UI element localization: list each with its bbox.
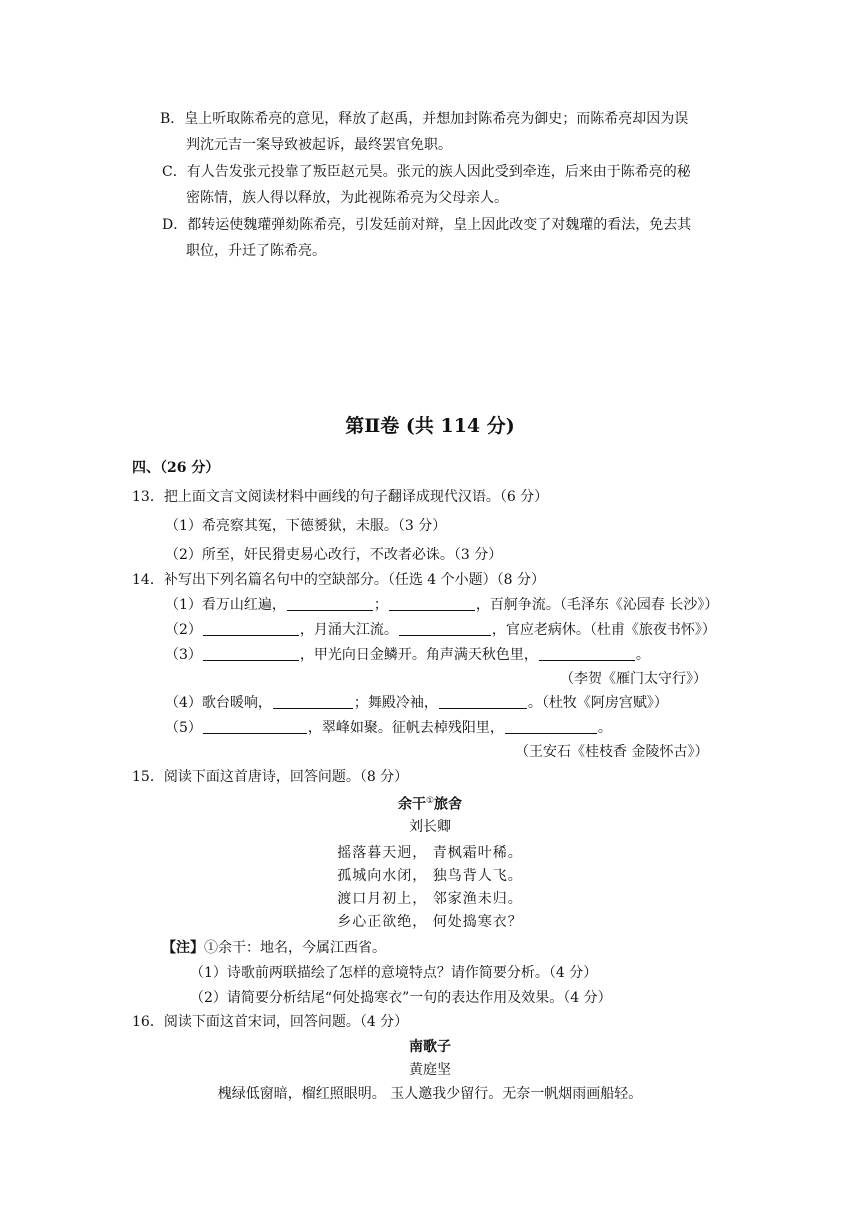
question-14-item-1 <box>165 595 718 615</box>
poem-title-text: 余干 <box>397 796 426 813</box>
poem-title-text-2: 旅舍 <box>434 796 463 813</box>
item-2-text-c: ，官应老病休。（杜甫《旅夜书怀》） <box>491 622 716 638</box>
question-13-sentence-2: （2）所至，奸民猾吏易心改行，不改者必诛。（3 分） <box>165 547 503 563</box>
note-text: ①余干：地名，今属江西省。 <box>204 940 386 956</box>
item-3-text-b: ，甲光向日金鳞开。角声满天秋色里， <box>299 647 538 663</box>
answer-blank[interactable] <box>203 621 299 636</box>
item-5-text-a: （5） <box>165 720 202 736</box>
answer-blank[interactable] <box>287 596 373 611</box>
poem-line-3: 渡口月初上， 邻家渔未归。 <box>337 891 523 907</box>
question-14-item-5 <box>165 718 612 738</box>
question-14-item-4 <box>165 693 668 713</box>
poem-author: 刘长卿 <box>409 819 451 835</box>
question-13-stem: 13．把上面文言文阅读材料中画线的句子翻译成现代汉语。（6 分） <box>132 489 549 505</box>
ci-line-1: 槐绿低窗暗，榴红照眼明。 玉人邀我少留行。无奈一帆烟雨画船轻。 <box>217 1086 643 1102</box>
answer-blank[interactable] <box>203 646 299 661</box>
poem-note <box>162 938 386 958</box>
ci-author: 黄庭坚 <box>409 1062 451 1078</box>
footnote-marker: ① <box>425 796 435 806</box>
item-5-text-b: ，翠峰如聚。征帆去棹残阳里， <box>307 720 504 736</box>
question-14-stem: 14．补写出下列名篇名句中的空缺部分。（任选 4 个小题）（8 分） <box>132 572 545 588</box>
question-15-sub-2: （2）请简要分析结尾“何处捣寒衣”一句的表达作用及效果。（4 分） <box>190 990 612 1006</box>
item-4-text-c: 。（杜牧《阿房宫赋》） <box>527 695 668 711</box>
item-5-text-c: 。 <box>597 720 612 736</box>
question-14-item-5-source: （王安石《桂枝香 金陵怀古》） <box>515 744 709 760</box>
answer-blank[interactable] <box>203 719 307 734</box>
poem-line-4: 乡心正欲绝， 何处捣寒衣？ <box>337 914 523 930</box>
question-14-item-3-source: （李贺《雁门太守行》） <box>560 671 707 687</box>
note-label: 【注】 <box>162 940 204 956</box>
poem-line-2: 孤城向水闭， 独鸟背人飞。 <box>337 868 523 884</box>
ci-title: 南歌子 <box>409 1039 451 1055</box>
poem-line-1: 摇落暮天迥， 青枫霜叶稀。 <box>337 845 523 861</box>
question-14-item-2 <box>165 620 716 640</box>
question-15-sub-1: （1）诗歌前两联描绘了怎样的意境特点？请作简要分析。（4 分） <box>190 965 598 981</box>
item-3-text-c: 。 <box>635 647 650 663</box>
item-2-text-a: （2） <box>165 622 202 638</box>
option-b-line2: 判沈元吉一案导致被起诉，最终罢官免职。 <box>186 137 452 153</box>
question-15-stem: 15．阅读下面这首唐诗，回答问题。（8 分） <box>132 769 409 785</box>
option-d-line2: 职位，升迁了陈希亮。 <box>186 243 326 259</box>
item-4-text-b: ；舞殿冷袖， <box>353 695 438 711</box>
item-4-text-a: （4）歌台暖响， <box>165 695 272 711</box>
item-2-text-b: ，月涌大江流。 <box>299 622 398 638</box>
item-1-text-b: ； <box>373 597 388 613</box>
item-1-text-a: （1）看万山红遍， <box>165 597 286 613</box>
poem-title <box>0 791 860 815</box>
answer-blank[interactable] <box>389 596 475 611</box>
answer-blank[interactable] <box>539 646 635 661</box>
item-3-text-a: （3） <box>165 647 202 663</box>
question-13-sentence-1: （1）希亮察其冤，下德赟狱，未服。（3 分） <box>165 518 447 534</box>
option-c-line1: C．有人告发张元投靠了叛臣赵元昊。张元的族人因此受到牵连，后来由于陈希亮的秘 <box>162 164 691 180</box>
option-b-line1: B．皇上听取陈希亮的意见，释放了赵禹，并想加封陈希亮为御史；而陈希亮却因为误 <box>160 111 689 127</box>
question-14-item-3 <box>165 645 650 665</box>
option-d-line1: D．都转运使魏瓘弹劾陈希亮，引发廷前对辩，皇上因此改变了对魏瓘的看法，免去其 <box>162 217 692 233</box>
item-1-text-c: ，百舸争流。（毛泽东《沁园春 长沙》） <box>475 597 719 613</box>
option-c-line2: 密陈情，族人得以释放，为此视陈希亮为父母亲人。 <box>186 190 508 206</box>
question-16-stem: 16．阅读下面这首宋词，回答问题。（4 分） <box>132 1014 409 1030</box>
answer-blank[interactable] <box>399 621 491 636</box>
answer-blank[interactable] <box>505 719 597 734</box>
answer-blank[interactable] <box>273 694 353 709</box>
part-heading: 四、（26 分） <box>132 460 220 476</box>
answer-blank[interactable] <box>439 694 527 709</box>
section-title: 第Ⅱ卷 (共 114 分) <box>345 415 515 437</box>
